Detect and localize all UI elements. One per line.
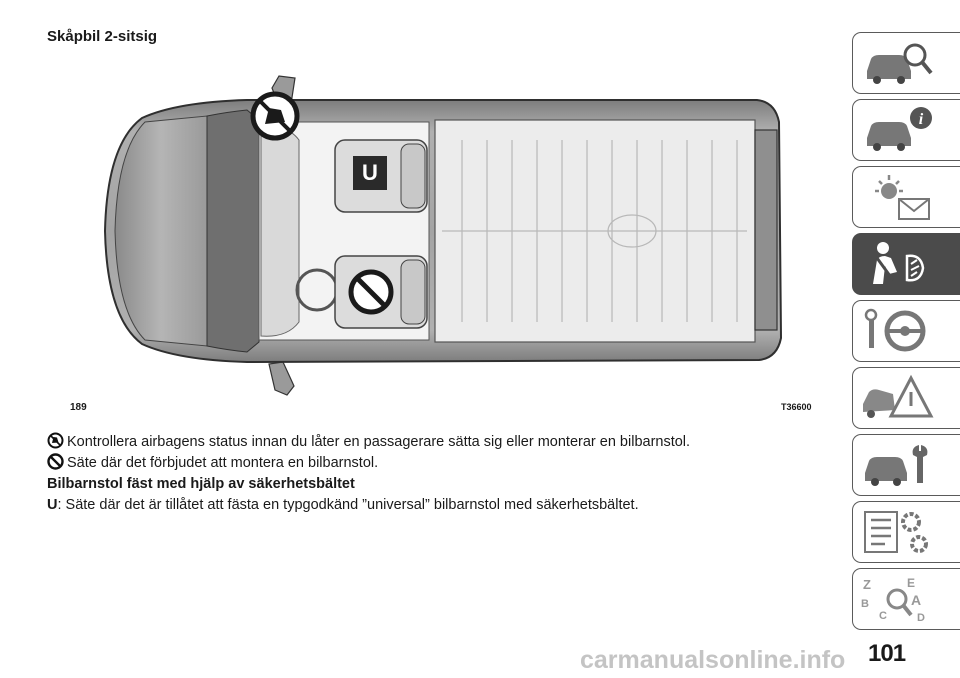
u-definition xyxy=(47,495,827,516)
car-search-icon xyxy=(859,37,937,89)
tab-emergency[interactable] xyxy=(852,367,960,429)
car-warning-triangle-icon xyxy=(859,372,937,424)
prohibited-icon xyxy=(47,453,64,470)
airbag-seatbelt-icon xyxy=(859,238,937,290)
alphabetical-index-icon xyxy=(859,573,937,625)
u-key: U xyxy=(47,497,58,513)
svg-text:D: D xyxy=(917,612,925,624)
watermark: carmanualsonline.info xyxy=(580,646,846,674)
forbidden-note xyxy=(47,453,827,474)
car-info-icon xyxy=(859,104,937,156)
tab-maintenance[interactable] xyxy=(852,434,960,496)
car-wrench-icon xyxy=(859,439,937,491)
airbag-note-text: Kontrollera airbagens status innan du låter en passagerare sätta sig eller monterar en bilbarnstol. xyxy=(67,434,691,450)
section-heading: Bilbarnstol fäst med hjälp av säkerhetsbältet xyxy=(47,476,355,492)
svg-text:E: E xyxy=(907,576,916,590)
forbidden-note-text: Säte där det förbjudet att montera en bilbarnstol. xyxy=(67,455,379,471)
warning-light-message-icon xyxy=(859,171,937,223)
figure-number: 189 xyxy=(70,402,87,413)
tab-safety[interactable] xyxy=(852,233,960,295)
vehicle-top-view-figure xyxy=(47,60,817,420)
van-top-view xyxy=(47,60,817,420)
u-definition-text: : Säte där det är tillåtet att fästa en typgodkänd ”universal” bilbarnstol med säkerhetsbältet. xyxy=(57,497,639,513)
seat-label-u: U xyxy=(362,160,378,185)
child-seat-airbag-prohibited-icon xyxy=(47,432,64,449)
svg-text:C: C xyxy=(879,610,887,622)
tab-car-info[interactable] xyxy=(852,99,960,161)
svg-text:A: A xyxy=(911,592,922,608)
svg-text:i: i xyxy=(918,111,924,128)
svg-text:Z: Z xyxy=(863,577,871,592)
specifications-gears-icon xyxy=(859,506,937,558)
section-title: Skåpbil 2-sitsig xyxy=(47,28,158,45)
airbag-note xyxy=(47,432,827,453)
svg-text:B: B xyxy=(861,598,869,610)
tab-warning-lights[interactable] xyxy=(852,166,960,228)
key-steering-wheel-icon xyxy=(859,305,937,357)
tab-car-search[interactable] xyxy=(852,32,960,94)
page-number: 101 xyxy=(868,640,906,667)
figure-code: T36600 xyxy=(781,402,812,412)
body-text xyxy=(47,432,827,516)
tab-starting-driving[interactable] xyxy=(852,300,960,362)
tab-index[interactable] xyxy=(852,568,960,630)
tab-technical-specifications[interactable] xyxy=(852,501,960,563)
